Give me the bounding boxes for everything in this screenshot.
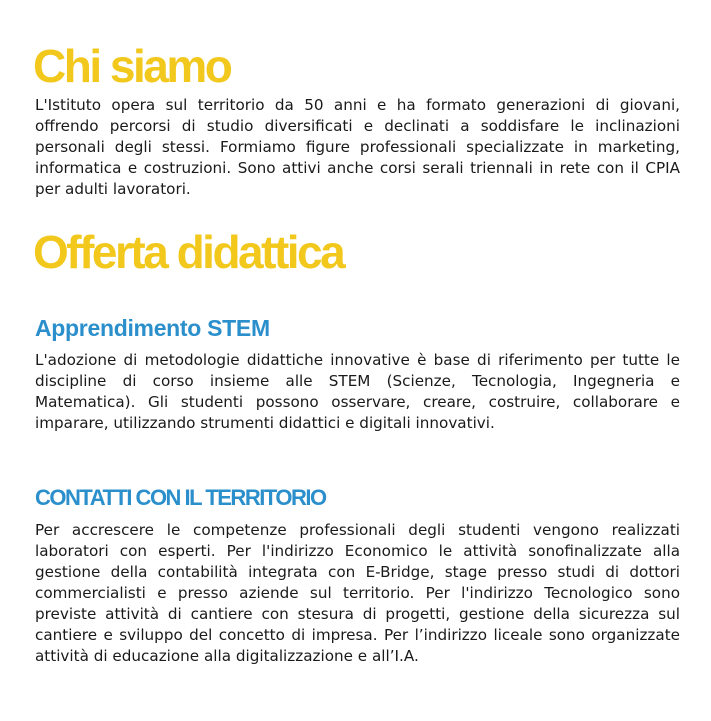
- apprendimento-stem-heading: Apprendimento STEM: [35, 315, 270, 341]
- contatti-territorio-heading: CONTATTI CON IL TERRITORIO: [35, 485, 326, 510]
- chi-siamo-heading: Chi siamo: [33, 40, 231, 92]
- offerta-didattica-heading: Offerta didattica: [33, 226, 344, 278]
- chi-siamo-paragraph: L'Istituto opera sul territorio da 50 anni e ha formato generazioni di giovani, offrendo percorsi di studio diversificati e declinati a soddisfare le inclinazioni personali degli stessi. Formiamo figure professionali specializzate in marketing, informatica e costruzioni. Sono attivi anche corsi serali triennali in rete con il CPIA per adulti lavoratori.: [35, 96, 680, 198]
- contatti-territorio-paragraph: Per accrescere le competenze professionali degli studenti vengono realizzati laboratori con esperti. Per l'indirizzo Economico le attività sonofinalizzate alla gestione della contabilità integrata con E-Bridge, stage presso studi di dottori commercialisti e presso aziende sul territorio. Per l'indirizzo Tecnologico sono previste attività di cantiere con stesura di progetti, gestione della sicurezza sul cantiere e sviluppo del concetto di impresa. Per l’indirizzo liceale sono organizzate attività di educazione alla digitalizzazione e all’I.A.: [35, 521, 680, 665]
- apprendimento-stem-paragraph: L'adozione di metodologie didattiche innovative è base di riferimento per tutte le discipline di corso insieme alle STEM (Scienze, Tecnologia, Ingegneria e Matematica). Gli studenti possono osservare, creare, costruire, collaborare e imparare, utilizzando strumenti didattici e digitali innovativi.: [35, 351, 680, 432]
